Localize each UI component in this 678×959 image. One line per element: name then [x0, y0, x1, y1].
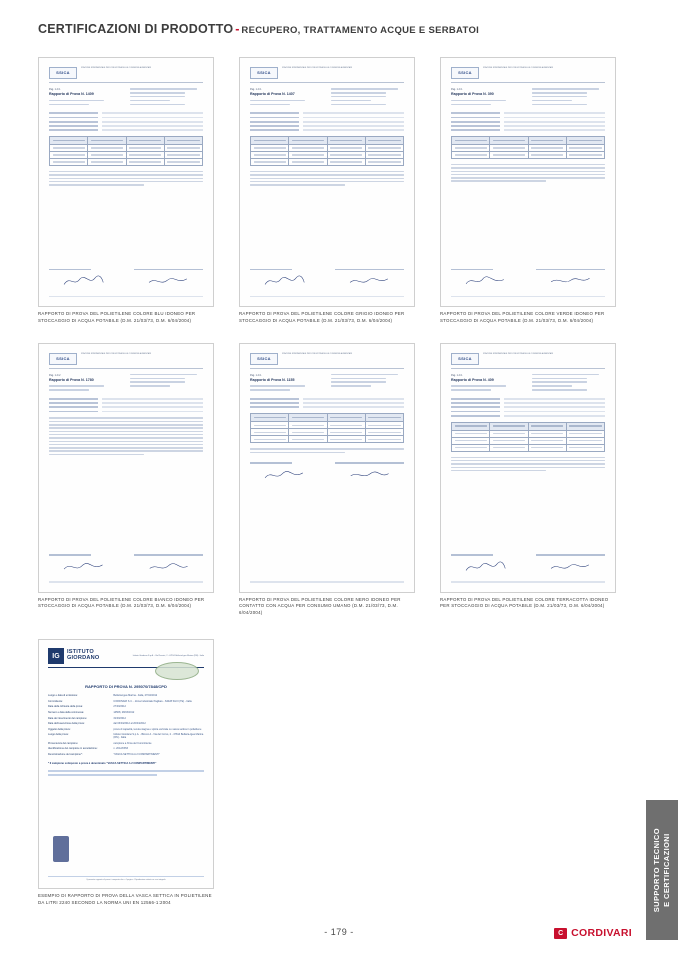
meta-left — [451, 374, 524, 393]
signature-scribble — [250, 468, 319, 482]
section-side-tab — [646, 800, 678, 940]
giordano-footer: Il presente rapporto di prova è composto da n. 4 pagine - Riproduzione vietata se non integrale — [48, 876, 204, 881]
certificate-thumbnail[interactable] — [38, 57, 214, 307]
certificate-item[interactable] — [440, 343, 618, 617]
report-title: Rapporto di Prova N. 1155 — [250, 378, 295, 383]
document-header — [49, 353, 203, 369]
certificate-caption: ESEMPIO DI RAPPORTO DI PROVA DELLA VASCA SETTICA IN POLIETILENE DA LITRI 2240 SECONDO LA NORMA UNI EN 12566-1:2004 — [38, 893, 212, 905]
issuer-subtitle: STAZIONE SPERIMENTALE PER L'INDUSTRIA DELLE CONSERVE ALIMENTARI — [483, 352, 553, 355]
issuer-subtitle: STAZIONE SPERIMENTALE PER L'INDUSTRIA DELLE CONSERVE ALIMENTARI — [282, 352, 352, 355]
meta-left — [49, 374, 122, 393]
meta-right — [130, 374, 203, 393]
document-preview — [39, 344, 213, 592]
field-key: Data della richiesta della prova: — [48, 705, 83, 709]
certificate-item-giordano[interactable] — [38, 639, 216, 907]
document-footer-rule — [250, 581, 404, 582]
certificate-caption: RAPPORTO DI PROVA DEL POLIETILENE COLORE NERO IDONEO PER CONTATTO CON ACQUA PER CONSUMO UMANO (D.M. 21/03/73, D.M. 6/04/2004) — [239, 596, 401, 616]
approval-stamp-icon — [155, 662, 199, 680]
document-preview — [240, 344, 414, 592]
field-value: 27/03/2012 — [113, 705, 126, 709]
giordano-report-title: RAPPORTO DI PROVA N. 295070/7848/CPD — [85, 684, 167, 690]
signature-right — [536, 554, 605, 573]
document-paragraph — [451, 164, 605, 182]
field-row — [48, 753, 204, 756]
side-tab-label — [652, 828, 672, 912]
document-paragraph — [250, 171, 404, 186]
results-table — [451, 136, 605, 159]
field-key: Data del ricevimento del campione: — [48, 716, 88, 720]
meta-right — [331, 374, 404, 393]
signature-left — [49, 269, 118, 288]
document-paragraph — [49, 417, 203, 455]
certificate-thumbnail[interactable] — [440, 57, 616, 307]
meta-left — [451, 88, 524, 107]
signature-left — [250, 462, 319, 481]
document-meta — [250, 88, 404, 107]
signature-scribble — [451, 274, 520, 288]
document-preview — [441, 344, 615, 592]
document-fields — [451, 112, 605, 131]
document-header — [250, 67, 404, 83]
signature-scribble — [536, 560, 605, 574]
document-header — [49, 67, 203, 83]
giordano-document-preview — [39, 640, 213, 888]
brand-logo — [554, 927, 632, 939]
certificates-row — [38, 343, 618, 617]
ssica-logo: SSICA — [49, 353, 77, 365]
certificate-caption: RAPPORTO DI PROVA DEL POLIETILENE COLORE BIANCO IDONEO PER STOCCAGGIO DI ACQUA POTABILE (D.M. 21/03/73, D.M. 6/04/2004) — [38, 596, 205, 609]
field-value: Bellaria-Igea Marina - Italia, 27/04/2012 — [113, 694, 158, 698]
field-value: CORDIVARI S.r.l. - Zona Industriale Pagliare - 64028 SILVI (TE) - Italia — [113, 699, 192, 703]
giordano-line2: GIORDANO — [67, 655, 100, 662]
field-key: Provenienza del campione: — [48, 741, 79, 745]
issuer-subtitle: STAZIONE SPERIMENTALE PER L'INDUSTRIA DELLE CONSERVE ALIMENTARI — [483, 67, 553, 69]
results-table — [451, 422, 605, 452]
document-fields — [250, 112, 404, 131]
ssica-logo: SSICA — [49, 67, 77, 79]
side-tab-line2: E CERTIFICAZIONI — [662, 833, 671, 907]
document-meta — [49, 374, 203, 393]
certificate-caption: RAPPORTO DI PROVA DEL POLIETILENE COLORE TERRACOTTA IDONEO PER STOCCAGGIO DI ACQUA POTABILE (D.M. 21/03/73, D.M. 6/04/2004) — [440, 596, 609, 609]
doc-page-label: Pag. 1 di 1 — [250, 88, 262, 91]
giordano-header-address: Istituto Giordano S.p.A. - Via Rossini, 2 - 47814 Bellaria-Igea Marina (RN) - Italia — [132, 654, 204, 657]
certificate-item[interactable] — [239, 57, 417, 325]
document-meta — [250, 374, 404, 393]
ssica-logo: SSICA — [451, 353, 479, 365]
certificates-row — [38, 639, 618, 907]
certificate-item[interactable] — [38, 57, 216, 325]
page-title — [38, 20, 638, 38]
document-meta — [451, 374, 605, 393]
document-footer-rule — [49, 581, 203, 582]
brand-name: CORDIVARI — [571, 927, 632, 939]
signature-scribble — [49, 560, 118, 574]
page-title-main: CERTIFICAZIONI DI PRODOTTO — [38, 22, 234, 36]
document-fields — [250, 398, 404, 408]
certificates-row — [38, 57, 618, 325]
document-paragraph — [451, 457, 605, 472]
meta-left — [49, 88, 122, 107]
document-header — [451, 67, 605, 83]
field-key: Numero e data della commessa: — [48, 710, 84, 714]
signature-area — [451, 554, 605, 573]
meta-right — [331, 88, 404, 107]
meta-right — [532, 374, 605, 393]
field-value: Istituto Giordano S.p.A. - Blocco A - Via del Corso, 2 - 47814 Bellaria-Igea Marina (RN) - Italia — [113, 733, 204, 740]
signature-area — [250, 462, 404, 481]
giordano-line1: ISTITUTO — [67, 649, 94, 656]
document-preview — [240, 58, 414, 306]
field-row — [48, 728, 204, 731]
results-table — [49, 136, 203, 166]
field-row — [48, 694, 204, 697]
certificate-thumbnail[interactable] — [440, 343, 616, 593]
issuer-subtitle: STAZIONE SPERIMENTALE PER L'INDUSTRIA DELLE CONSERVE ALIMENTARI — [81, 67, 151, 69]
field-key: Identificazione del campione in accettazione: — [48, 747, 98, 751]
signature-left — [250, 269, 319, 288]
field-row — [48, 717, 204, 720]
field-value: "VASCA SETTICA A 2 COMPARTIMENTI" — [113, 753, 161, 757]
meta-left — [250, 374, 323, 393]
signature-area — [49, 554, 203, 573]
doc-page-label: Pag. 1 di 1 — [250, 373, 262, 377]
signature-right — [536, 269, 605, 288]
field-key: Committente: — [48, 699, 63, 703]
field-value: n. 2012/0353 — [113, 747, 128, 751]
document-meta — [49, 88, 203, 107]
signature-right — [335, 462, 404, 481]
page-title-dash: - — [235, 22, 240, 36]
certificate-item[interactable] — [440, 57, 618, 325]
results-table — [250, 136, 404, 166]
certificate-caption: RAPPORTO DI PROVA DEL POLIETILENE COLORE BLU IDONEO PER STOCCAGGIO DI ACQUA POTABILE (D.M. 21/03/73, D.M. 6/04/2004) — [38, 311, 196, 323]
report-title: Rapporto di Prova N. 1409 — [49, 92, 94, 97]
side-tab-line1: SUPPORTO TECNICO — [651, 827, 661, 913]
field-key: Oggetto della prova: — [48, 727, 71, 731]
field-value: 14568, 28/03/2012 — [113, 710, 135, 714]
certificate-caption: RAPPORTO DI PROVA DEL POLIETILENE COLORE GRIGIO IDONEO PER STOCCAGGIO DI ACQUA POTABILE (D.M. 21/03/73, D.M. 6/04/2004) — [239, 311, 405, 323]
ssica-logo: SSICA — [250, 353, 278, 365]
meta-right — [532, 88, 605, 107]
field-row — [48, 700, 204, 703]
document-header — [250, 353, 404, 369]
field-row — [48, 705, 204, 708]
cordivari-mark-icon: C — [554, 928, 567, 939]
field-key: Data dell'esecuzione della prova: — [48, 722, 85, 726]
document-meta — [451, 88, 605, 107]
field-value: dal 03/04/2012 al 20/04/2012 — [113, 722, 146, 726]
field-key: Luogo della prova: — [48, 733, 69, 737]
document-preview — [39, 58, 213, 306]
document-paragraph — [250, 448, 404, 453]
certificate-caption: RAPPORTO DI PROVA DEL POLIETILENE COLORE VERDE IDONEO PER STOCCAGGIO DI ACQUA POTABILE (D.M. 21/03/73, D.M. 6/04/2004) — [440, 311, 605, 323]
field-key: Denominazione del campione*: — [48, 753, 83, 757]
signature-scribble — [134, 274, 203, 288]
field-row — [48, 711, 204, 714]
certificate-thumbnail[interactable] — [38, 343, 214, 593]
signature-area — [250, 269, 404, 288]
report-title: Rapporto di Prova N. 390 — [451, 92, 494, 97]
report-title: Rapporto di Prova N. 409 — [451, 378, 494, 383]
giordano-institute-name — [67, 650, 99, 662]
document-footer-rule — [250, 296, 404, 297]
giordano-note: * Il campione sottoposto a prova è denominato "VASCA SETTICA A 2 COMPARTIMENTI" — [48, 762, 157, 766]
report-title: Rapporto di Prova N. 1407 — [250, 92, 295, 97]
signature-scribble — [49, 274, 118, 288]
signature-scribble — [134, 560, 203, 574]
signature-scribble — [451, 560, 520, 574]
signature-scribble — [536, 274, 605, 288]
doc-page-label: Pag. 1 di 1 — [451, 88, 463, 91]
certificate-item[interactable] — [239, 343, 417, 617]
document-header — [451, 353, 605, 369]
signature-left — [49, 554, 118, 573]
doc-page-label: Pag. 1 di 1 — [451, 373, 463, 377]
document-fields — [49, 112, 203, 131]
signature-scribble — [250, 274, 319, 288]
page-number: - 179 - — [324, 927, 354, 937]
field-value: prova di capacità, tenuta stagna e spinta verticale su vasca settica in polietilene — [113, 727, 202, 731]
ssica-logo: SSICA — [451, 67, 479, 79]
certificate-thumbnail[interactable] — [38, 639, 214, 889]
document-preview — [441, 58, 615, 306]
meta-right — [130, 88, 203, 107]
giordano-logo-icon: IG — [48, 648, 64, 664]
field-row — [48, 742, 204, 745]
signature-area — [49, 269, 203, 288]
field-value: 31/03/2012 — [113, 716, 126, 720]
field-value: campione a firma del Committente — [113, 741, 152, 745]
meta-left — [250, 88, 323, 107]
signature-left — [451, 554, 520, 573]
signature-area — [451, 269, 605, 288]
certificate-thumbnail[interactable] — [239, 343, 415, 593]
signature-scribble — [335, 468, 404, 482]
report-title: Rapporto di Prova N. 1780 — [49, 378, 94, 383]
signature-right — [134, 554, 203, 573]
field-key: Luogo e data di emissione: — [48, 694, 78, 698]
document-paragraph — [49, 171, 203, 186]
certificates-grid — [38, 57, 618, 925]
ssica-logo: SSICA — [250, 67, 278, 79]
page-title-subtitle: RECUPERO, TRATTAMENTO ACQUE E SERBATOI — [241, 25, 480, 36]
issuer-subtitle: STAZIONE SPERIMENTALE PER L'INDUSTRIA DELLE CONSERVE ALIMENTARI — [81, 352, 151, 355]
document-fields — [49, 398, 203, 412]
field-row — [48, 733, 204, 739]
results-table — [250, 413, 404, 443]
field-row — [48, 747, 204, 750]
issuer-subtitle: STAZIONE SPERIMENTALE PER L'INDUSTRIA DELLE CONSERVE ALIMENTARI — [282, 67, 352, 69]
signature-left — [451, 269, 520, 288]
giordano-fields — [48, 694, 204, 756]
document-fields — [451, 398, 605, 417]
signature-right — [134, 269, 203, 288]
signature-stamp-icon — [53, 836, 69, 862]
signature-right — [335, 269, 404, 288]
certificate-item[interactable] — [38, 343, 216, 617]
field-row — [48, 722, 204, 725]
document-footer-rule — [451, 581, 605, 582]
document-footer-rule — [451, 296, 605, 297]
document-footer-rule — [49, 296, 203, 297]
doc-page-label: Pag. 1 di 2 — [49, 373, 61, 377]
doc-page-label: Pag. 1 di 1 — [49, 88, 61, 91]
signature-scribble — [335, 274, 404, 288]
certificate-thumbnail[interactable] — [239, 57, 415, 307]
